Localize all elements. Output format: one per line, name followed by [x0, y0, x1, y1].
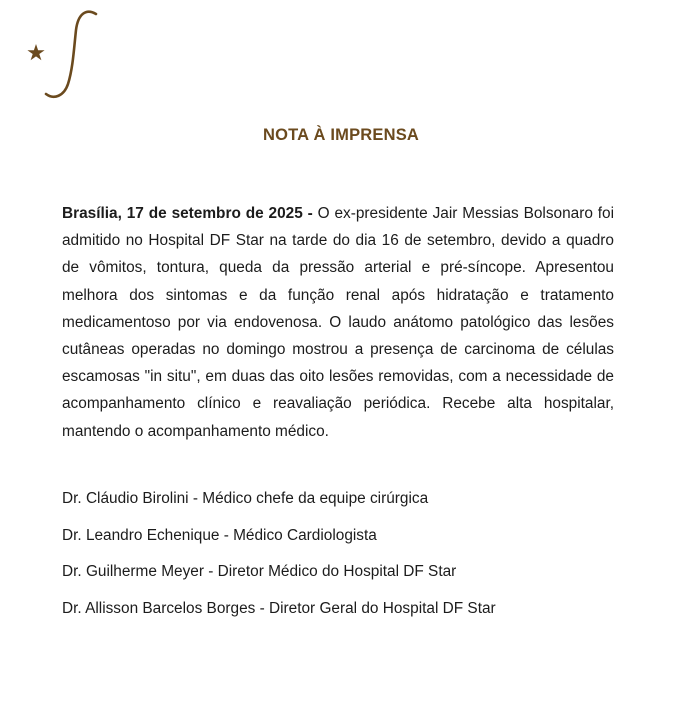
signature-line: Dr. Cláudio Birolini - Médico chefe da equipe cirúrgica: [62, 490, 429, 507]
signature-line: Dr. Guilherme Meyer - Diretor Médico do Hospital DF Star: [62, 563, 457, 580]
page-title: NOTA À IMPRENSA: [262, 126, 420, 144]
body-paragraph: O ex-presidente Jair Messias Bolsonaro foi admitido no Hospital DF Star na tarde do dia 16 de setembro, devido a quadro de vômitos, tontura, queda da pressão arterial e pré-síncope. Apresentou melhora dos sintomas e da função renal após hidratação e tratamento medicamentoso por via endovenosa. O laudo anátomo patológico das lesões cutâneas operadas no domingo mostrou a presença de carcinoma de células escamosas "in situ", em duas das oito lesões removidas, com a necessidade de acompanhamento clínico e reavaliação periódica. Recebe alta hospitalar, mantendo o acompanhamento médico.: [62, 205, 615, 440]
press-release-body: [62, 200, 614, 445]
integral-sign-icon: [46, 12, 96, 97]
dateline: Brasília, 17 de setembro de 2025 -: [62, 205, 313, 222]
hospital-logo: [24, 8, 104, 100]
signature-line: Dr. Leandro Echenique - Médico Cardiologista: [62, 526, 377, 544]
signature-list: [62, 489, 496, 635]
star-integral-logo-icon: [24, 8, 104, 100]
star-icon: [27, 44, 44, 60]
signature-line: Dr. Allisson Barcelos Borges - Diretor Geral do Hospital DF Star: [62, 599, 496, 617]
